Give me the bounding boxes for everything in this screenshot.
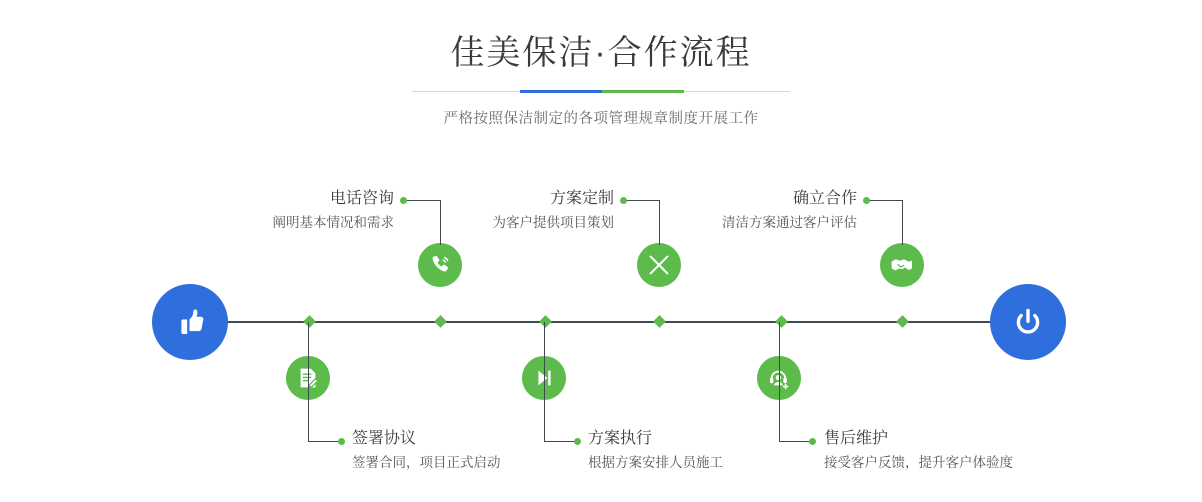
step-title: 方案定制 [549,190,614,207]
step-connector-dot [809,438,816,445]
step-title: 方案执行 [588,430,653,447]
step-connector-horizontal [779,441,812,442]
axis-node-dot [775,315,788,328]
axis-node-dot [539,315,552,328]
timeline-axis [200,321,1005,323]
step-connector-dot [863,197,870,204]
step-connector-vertical [902,200,903,245]
step-connector-dot [574,438,581,445]
step-desc: 清洁方案通过客户评估 [722,215,857,230]
step-label-5 [613,188,857,234]
step-desc: 阐明基本情况和需求 [272,215,394,230]
step-label-2 [352,428,501,474]
step-connector-vertical [544,322,545,441]
timeline-start-badge [152,284,228,360]
handshake-icon [889,252,915,278]
step-connector-horizontal [544,441,577,442]
step-title: 电话咨询 [329,190,394,207]
phone-call-icon [427,252,453,278]
divider-accent-green [602,90,684,93]
step-icon-handshake[interactable] [880,243,924,287]
step-desc: 接受客户反馈，提升客户体验度 [824,455,1013,470]
thumbs-up-icon [170,302,210,342]
power-icon [1008,302,1048,342]
step-label-4 [588,428,723,474]
step-icon-phone-call[interactable] [418,243,462,287]
step-connector-dot [338,438,345,445]
page-title: 佳美保洁·合作流程 [450,34,752,72]
axis-node-dot [653,315,666,328]
divider-accent-blue [520,90,602,93]
step-connector-horizontal [308,441,341,442]
step-connector-vertical [779,322,780,441]
step-title: 签署协议 [352,430,417,447]
step-desc: 为客户提供项目策划 [492,215,614,230]
step-title: 售后维护 [824,430,889,447]
page-subtitle: 严格按照保洁制定的各项管理规章制度开展工作 [443,111,759,127]
axis-node-dot [896,315,909,328]
step-desc: 根据方案安排人员施工 [588,455,723,470]
step-label-1 [150,188,394,234]
step-title: 确立合作 [792,190,857,207]
pen-ruler-icon [646,252,672,278]
axis-node-dot [434,315,447,328]
diagram-header [0,30,1202,128]
step-icon-pen-ruler[interactable] [637,243,681,287]
step-label-3 [370,188,614,234]
axis-node-dot [303,315,316,328]
step-connector-vertical [308,322,309,441]
title-divider [412,90,790,93]
step-label-6 [824,428,1013,474]
step-connector-horizontal [867,200,903,201]
step-desc: 签署合同，项目正式启动 [352,455,501,470]
timeline-end-badge [990,284,1066,360]
